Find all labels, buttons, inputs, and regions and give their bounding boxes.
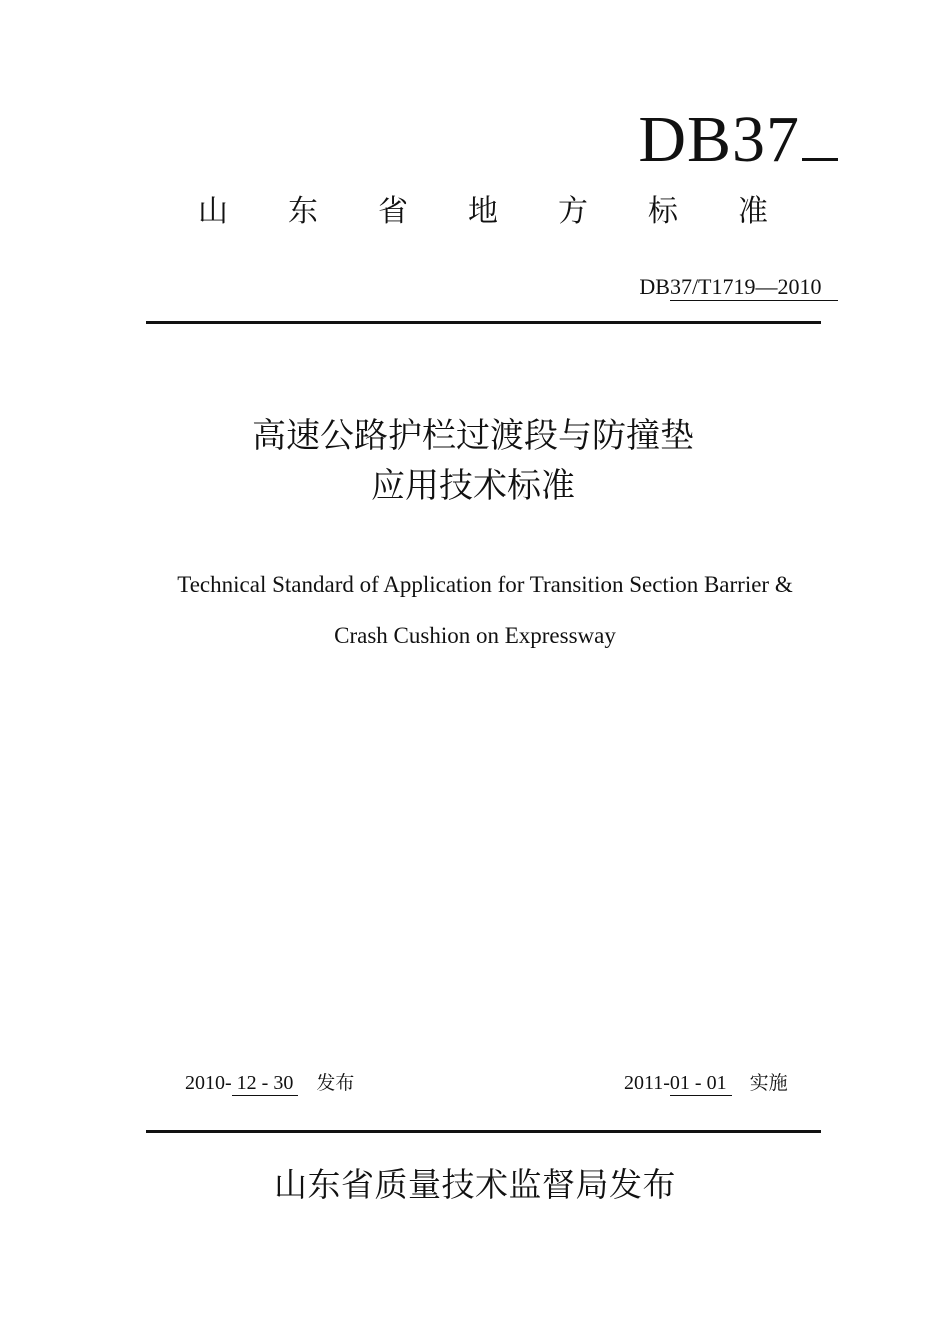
- issue-label: 发布: [316, 1072, 355, 1094]
- standard-type-char: 省: [378, 194, 408, 229]
- standard-number: [639, 272, 838, 302]
- implementation-date: [624, 1068, 788, 1098]
- impl-month: 01: [669, 1072, 695, 1094]
- standard-type-char: 准: [738, 194, 768, 229]
- standard-type-char: 东: [288, 194, 318, 229]
- standard-type-char: 山: [198, 194, 228, 229]
- bottom-divider: [146, 1130, 821, 1133]
- issue-month: 12: [231, 1072, 262, 1094]
- issue-date: [185, 1068, 354, 1098]
- standard-number-prefix: DB: [639, 274, 670, 299]
- title-en-line2: Crash Cushion on Expressway: [334, 623, 616, 648]
- standard-type-char: 地: [468, 194, 498, 229]
- impl-year: 2011-: [624, 1072, 670, 1094]
- top-divider: [146, 321, 821, 324]
- standard-code-underline: [802, 106, 838, 161]
- publisher: 山东省质量技术监督局发布: [274, 1165, 676, 1204]
- standard-code-heading: [638, 100, 838, 180]
- impl-sep: -: [694, 1072, 702, 1094]
- standard-type-char: 方: [558, 194, 588, 229]
- title-cn-line2: 应用技术标准: [371, 466, 575, 506]
- issue-year: 2010-: [185, 1072, 232, 1094]
- issue-day: 30: [268, 1072, 299, 1094]
- standard-type-char: 标: [648, 194, 678, 229]
- impl-label: 实施: [749, 1072, 788, 1094]
- title-en-line1: Technical Standard of Application for Transition Section Barrier &: [177, 572, 793, 597]
- standard-code-prefix: DB37: [638, 103, 800, 176]
- standard-number-body: 37/T1719—2010: [670, 274, 838, 301]
- issue-sep: -: [261, 1072, 269, 1094]
- title-cn-line1: 高速公路护栏过渡段与防撞垫: [252, 416, 694, 456]
- standard-type-label: [198, 190, 768, 234]
- impl-day: 01: [701, 1072, 732, 1094]
